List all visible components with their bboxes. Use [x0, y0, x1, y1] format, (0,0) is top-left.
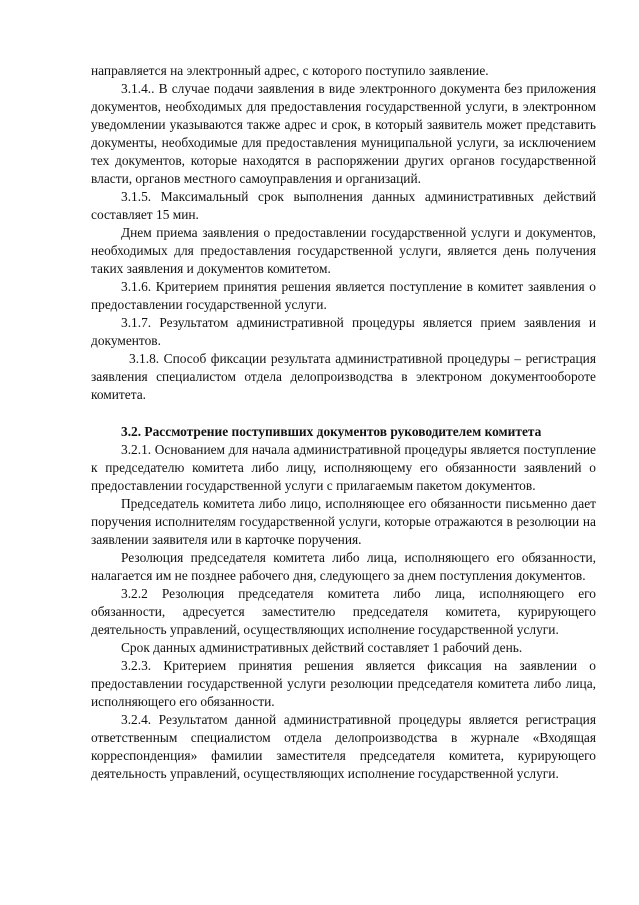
paragraph-3-1-5: 3.1.5. Максимальный срок выполнения данных административных действий составляет 15 мин.: [91, 189, 596, 222]
paragraph-continuation: направляется на электронный адрес, с которого поступило заявление.: [91, 63, 489, 78]
paragraph-3-1-8: 3.1.8. Способ фиксации результата административной процедуры – регистрация заявления специалистом отдела делопроизводства в электроном документообороте комитета.: [91, 351, 596, 402]
paragraph-3-2-3: 3.2.3. Критерием принятия решения является фиксация на заявлении о предоставлении государственной услуги резолюции председателя комитета либо лица, исполняющего его обязанности.: [91, 658, 596, 709]
paragraph-3-2-2: 3.2.2 Резолюция председателя комитета либо лица, исполняющего его обязанности, адресуется заместителю председателя комитета, курирующего деятельность управлений, осуществляющих исполнение государственной услуги.: [91, 586, 596, 637]
section-heading: 3.2. Рассмотрение поступивших документов руководителем комитета: [121, 424, 542, 439]
paragraph-resolution-deadline: Резолюция председателя комитета либо лица, исполняющего его обязанности, налагается им не позднее рабочего дня, следующего за днем поступления документов.: [91, 550, 596, 583]
paragraph-term: Срок данных административных действий составляет 1 рабочий день.: [121, 640, 523, 655]
paragraph-3-2-4: 3.2.4. Результатом данной административной процедуры является регистрация ответственным специалистом отдела делопроизводства в журнале «Входящая корреспонденция» фамилии заместителя председателя комитета, курирующего деятельность управлений, осуществляющих исполнение государственной услуги.: [91, 712, 596, 781]
paragraph-3-1-6: 3.1.6. Критерием принятия решения является поступление в комитет заявления о предоставлении государственной услуги.: [91, 279, 596, 312]
paragraph-3-1-7: 3.1.7. Результатом административной процедуры является прием заявления и документов.: [91, 315, 596, 348]
paragraph-chairman-instructions: Председатель комитета либо лицо, исполняющее его обязанности письменно дает поручения исполнителям государственной услуги, которые отражаются в резолюции на заявлении заявителя или в карточке поручения.: [91, 496, 596, 547]
paragraph-3-2-1: 3.2.1. Основанием для начала административной процедуры является поступление к председателю комитета либо лицу, исполняющему его обязанности заявлений о предоставлении государственной услуги с прилагаемым пакетом документов.: [91, 442, 596, 493]
section-spacer: [91, 404, 596, 423]
paragraph-reception-day: Днем приема заявления о предоставлении государственной услуги и документов, необходимых для предоставления государственной услуги, является день получения таких заявления и документов комитетом.: [91, 225, 596, 276]
paragraph-3-1-4: 3.1.4.. В случае подачи заявления в виде электронного документа без приложения документов, необходимых для предоставления государственной услуги, в электронном уведомлении указываются также адрес и срок, в который заявитель может представить документы, необходимые для предоставления муниципальной услуги, за исключением тех документов, которые находятся в распоряжении других органов государственной власти, органов местного самоуправления и организаций.: [91, 81, 596, 186]
